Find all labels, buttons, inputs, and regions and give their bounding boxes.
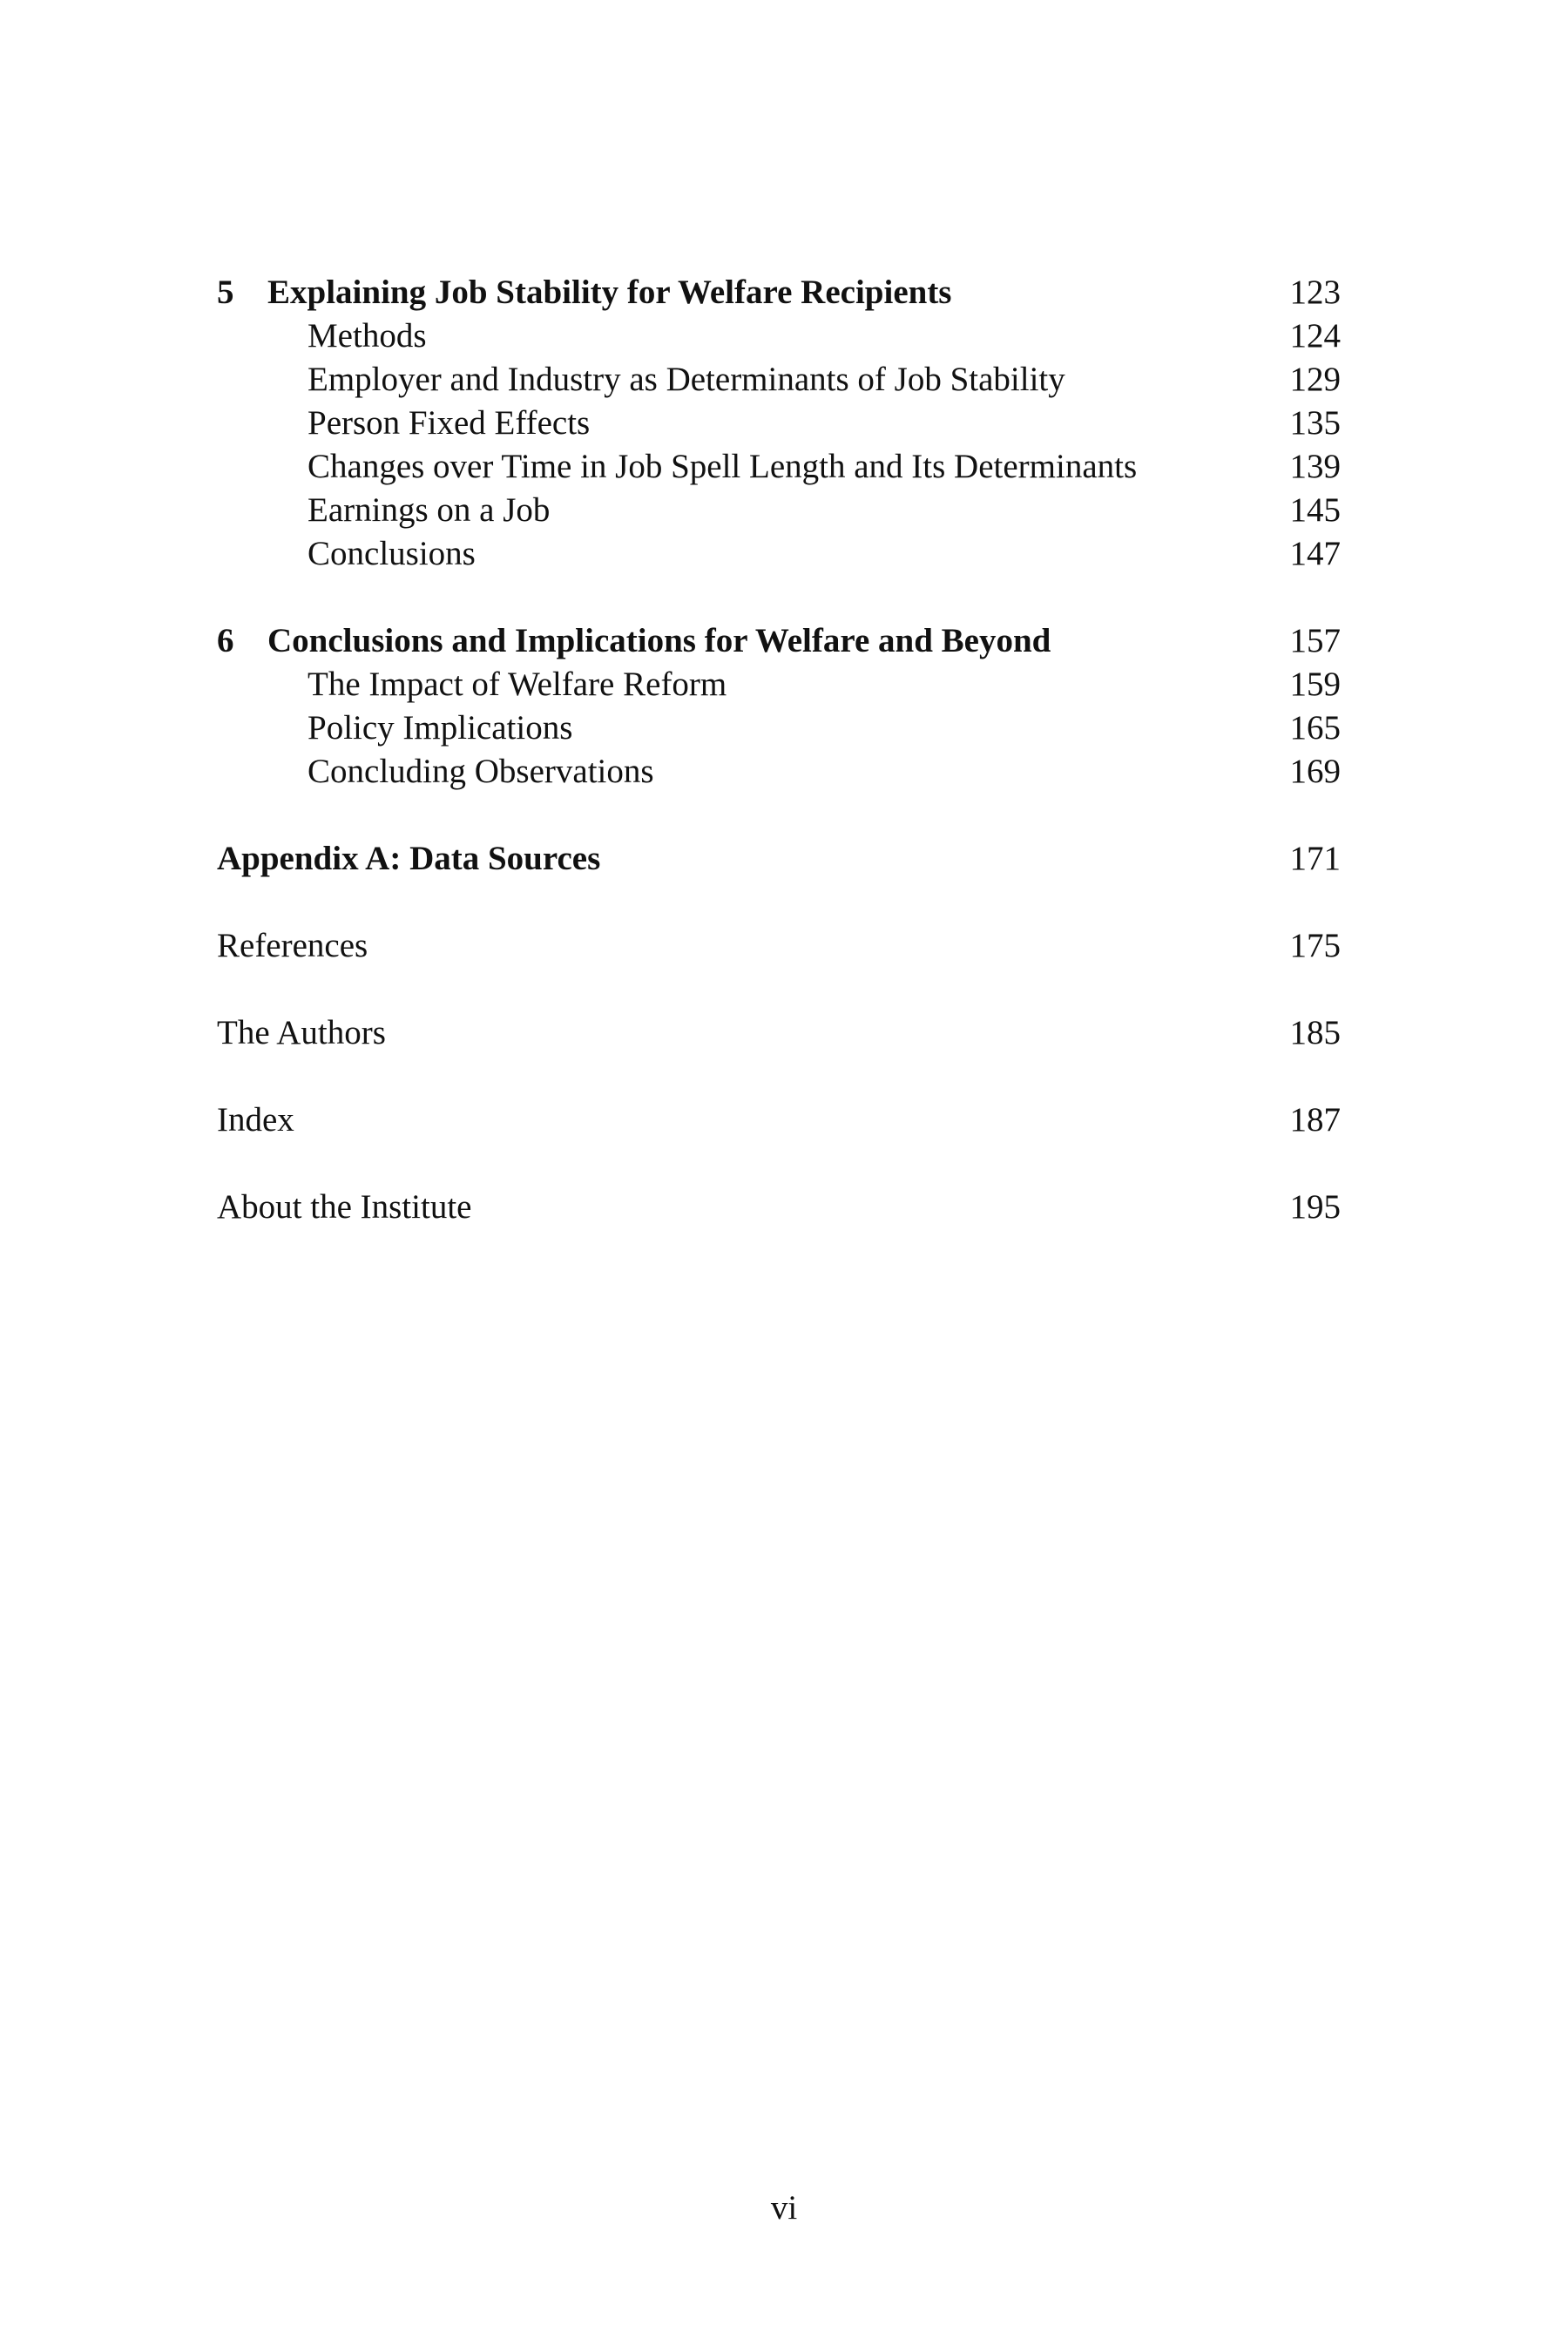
section-title: The Impact of Welfare Reform xyxy=(308,666,727,703)
backmatter-title: The Authors xyxy=(217,1014,386,1051)
chapter-title: Explaining Job Stability for Welfare Recipients xyxy=(267,274,952,311)
chapter-number: 5 xyxy=(217,274,234,311)
toc-entry[interactable] xyxy=(217,314,1341,358)
page-number: 175 xyxy=(1289,927,1341,964)
backmatter-title: Appendix A: Data Sources xyxy=(217,840,601,877)
table-of-contents xyxy=(217,271,1341,1229)
section-title: Policy Implications xyxy=(308,709,573,747)
section-title: Employer and Industry as Determinants of Job Stability xyxy=(308,361,1065,398)
toc-about-the-institute[interactable] xyxy=(217,1186,1341,1229)
section-title: Methods xyxy=(308,317,427,355)
spacer xyxy=(217,968,1341,1011)
spacer xyxy=(217,794,1341,837)
spacer xyxy=(217,1142,1341,1186)
page-number: 165 xyxy=(1289,709,1341,747)
page-number: 171 xyxy=(1289,840,1341,877)
page-number: 187 xyxy=(1289,1101,1341,1139)
page-number: 195 xyxy=(1289,1188,1341,1226)
backmatter-title: Index xyxy=(217,1101,294,1139)
toc-entry[interactable] xyxy=(217,445,1341,489)
spacer xyxy=(217,1055,1341,1098)
toc-the-authors[interactable] xyxy=(217,1011,1341,1055)
page-number: 123 xyxy=(1289,274,1341,311)
section-title: Person Fixed Effects xyxy=(308,404,591,442)
page-number: 124 xyxy=(1289,317,1341,355)
spacer xyxy=(217,881,1341,924)
toc-chapter-5[interactable] xyxy=(217,271,1341,314)
backmatter-title: References xyxy=(217,927,368,964)
section-title: Conclusions xyxy=(308,535,476,572)
section-title: Concluding Observations xyxy=(308,753,654,790)
page-number: 159 xyxy=(1289,666,1341,703)
toc-appendix-a[interactable] xyxy=(217,837,1341,881)
toc-entry[interactable] xyxy=(217,706,1341,750)
toc-entry[interactable] xyxy=(217,532,1341,576)
spacer xyxy=(217,576,1341,619)
toc-entry[interactable] xyxy=(217,402,1341,445)
page-number: 139 xyxy=(1289,448,1341,485)
toc-entry[interactable] xyxy=(217,358,1341,402)
page-folio: vi xyxy=(770,2189,798,2227)
toc-entry[interactable] xyxy=(217,489,1341,532)
page-number: 145 xyxy=(1289,491,1341,529)
page-number: 147 xyxy=(1289,535,1341,572)
toc-entry[interactable] xyxy=(217,750,1341,794)
page-number: 135 xyxy=(1289,404,1341,442)
page-number: 157 xyxy=(1289,622,1341,659)
page-number: 169 xyxy=(1289,753,1341,790)
chapter-title: Conclusions and Implications for Welfare and Beyond xyxy=(267,622,1051,659)
backmatter-title: About the Institute xyxy=(217,1188,472,1226)
page-number: 185 xyxy=(1289,1014,1341,1051)
section-title: Earnings on a Job xyxy=(308,491,551,529)
section-title: Changes over Time in Job Spell Length and Its Determinants xyxy=(308,448,1138,485)
toc-chapter-6[interactable] xyxy=(217,619,1341,663)
toc-entry[interactable] xyxy=(217,663,1341,706)
toc-references[interactable] xyxy=(217,924,1341,968)
page-number: 129 xyxy=(1289,361,1341,398)
toc-index[interactable] xyxy=(217,1098,1341,1142)
chapter-number: 6 xyxy=(217,622,234,659)
